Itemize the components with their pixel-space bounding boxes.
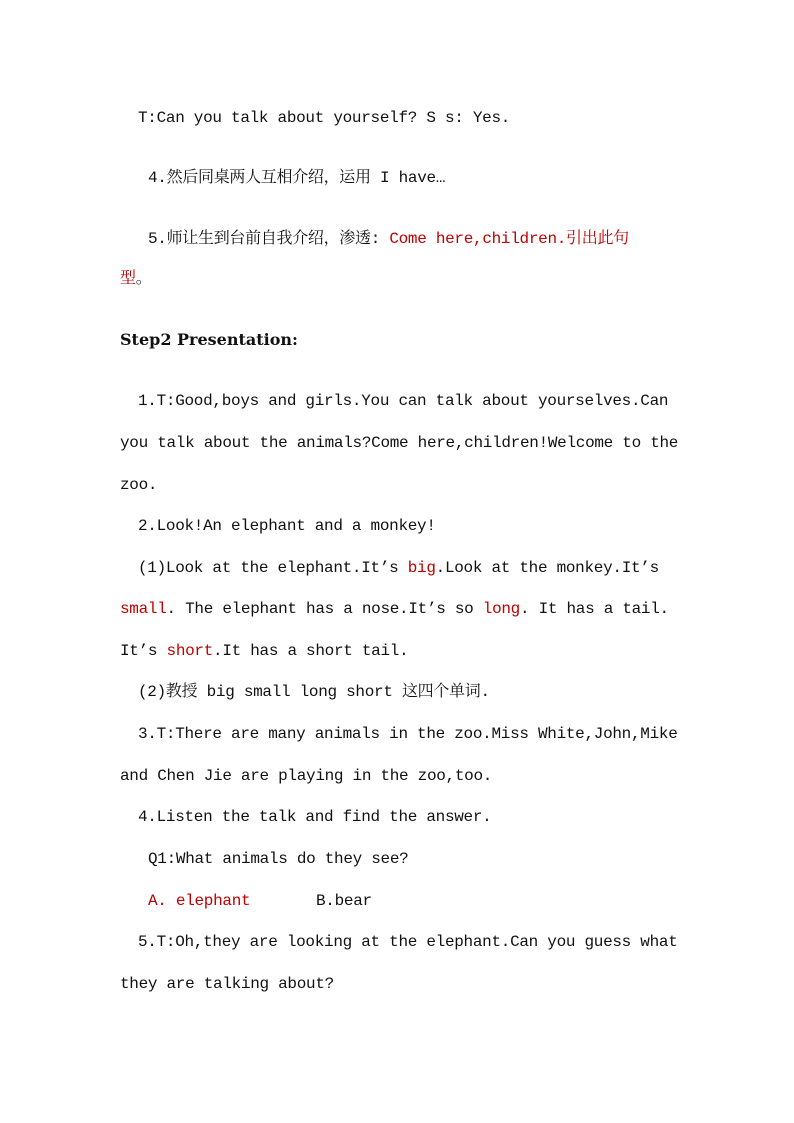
highlight-text: long bbox=[482, 600, 520, 618]
highlight-text: big bbox=[407, 559, 436, 577]
text-span: . It has a tail. bbox=[520, 600, 669, 618]
text-line: you talk about the animals?Come here,children!Welcome to the bbox=[120, 434, 679, 452]
text-line: T:Can you talk about yourself? S s: Yes. bbox=[138, 109, 511, 127]
text-line: 2.Look!An elephant and a monkey! bbox=[138, 517, 436, 535]
highlight-text: 型 bbox=[120, 270, 136, 288]
answer-option-b: B.bear bbox=[316, 892, 372, 910]
text-span: .Look at the monkey.It’s bbox=[435, 559, 659, 577]
text-span: It’s bbox=[120, 642, 167, 660]
text-line: zoo. bbox=[120, 476, 158, 494]
text-line: they are talking about? bbox=[120, 975, 334, 993]
text-line: 4.Listen the talk and find the answer. bbox=[138, 808, 492, 826]
section-heading: Step2 Presentation: bbox=[120, 330, 298, 349]
answer-option-a: A. elephant bbox=[148, 892, 251, 910]
text-line: 1.T:Good,boys and girls.You can talk about yourselves.Can bbox=[138, 392, 669, 410]
text-span: . The elephant has a nose.It’s so bbox=[166, 600, 483, 618]
text-line bbox=[138, 557, 659, 579]
text-span: (1)Look at the elephant.It’s bbox=[138, 559, 408, 577]
text-line bbox=[120, 598, 669, 620]
text-line: 4.然后同桌两人互相介绍，运用 I have… bbox=[148, 169, 446, 187]
text-line bbox=[120, 268, 151, 290]
text-line: Q1:What animals do they see? bbox=[148, 850, 409, 868]
highlight-text: small bbox=[120, 600, 167, 618]
highlight-text: Come here,children.引出此句 bbox=[389, 230, 629, 248]
text-span: 5.师让生到台前自我介绍，渗透: bbox=[148, 230, 390, 248]
text-line bbox=[148, 228, 629, 250]
text-span: 。 bbox=[135, 270, 152, 288]
highlight-text: short bbox=[166, 642, 214, 660]
text-line: (2)教授 big small long short 这四个单词. bbox=[138, 683, 490, 701]
text-line bbox=[120, 640, 408, 662]
text-span: .It has a short tail. bbox=[213, 642, 409, 660]
text-line: 5.T:Oh,they are looking at the elephant.Can you guess what bbox=[138, 933, 678, 951]
text-line: and Chen Jie are playing in the zoo,too. bbox=[120, 767, 493, 785]
text-line: 3.T:There are many animals in the zoo.Miss White,John,Mike bbox=[138, 725, 678, 743]
